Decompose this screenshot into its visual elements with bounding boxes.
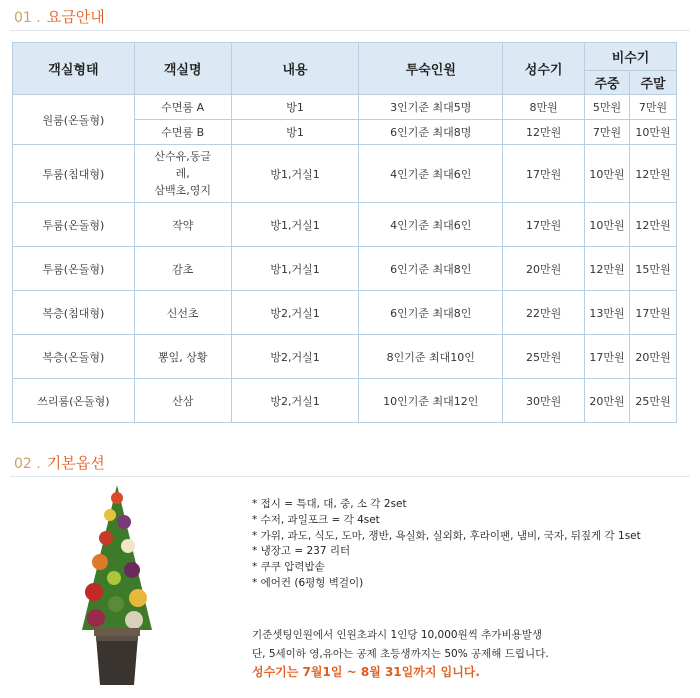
option-item: * 수저, 과일포크 = 각 4set — [252, 513, 380, 526]
cell-content: 방1,거실1 — [231, 145, 359, 203]
room-name-line: 산수유,동글 — [154, 150, 212, 163]
table-row — [13, 203, 677, 247]
cell-peak: 17만원 — [503, 203, 585, 247]
cell-peak: 30만원 — [503, 379, 585, 423]
cell-room-type: 투룸(온돌형) — [13, 247, 135, 291]
cell-guests: 8인기준 최대10인 — [359, 335, 503, 379]
cell-room-name: 감초 — [134, 247, 231, 291]
cell-weekend: 25만원 — [630, 379, 677, 423]
option-item: * 에어컨 (6평형 벽걸이) — [252, 576, 364, 589]
section-title-text: 요금안내 — [46, 8, 105, 26]
cell-room-name: 산삼 — [134, 379, 231, 423]
cell-room-name: 신선초 — [134, 291, 231, 335]
cell-room-type: 복층(온돌형) — [13, 335, 135, 379]
cell-content: 방1,거실1 — [231, 203, 359, 247]
cell-weekend: 15만원 — [630, 247, 677, 291]
cell-weekend: 12만원 — [630, 203, 677, 247]
option-item: * 냉장고 = 237 리터 — [252, 545, 351, 558]
note-line: 기준셋팅인원에서 인원초과시 1인당 10,000원씩 추가비용발생 — [252, 629, 543, 641]
table-row — [13, 95, 677, 120]
section-title-options — [14, 452, 105, 473]
header-weekday: 주중 — [585, 71, 630, 95]
cell-room-name — [134, 145, 231, 203]
cell-weekday: 20만원 — [585, 379, 630, 423]
cell-weekday: 7만원 — [585, 120, 630, 145]
cell-peak: 8만원 — [503, 95, 585, 120]
cell-weekend: 17만원 — [630, 291, 677, 335]
cell-guests: 3인기준 최대5명 — [359, 95, 503, 120]
cell-room-type: 원룸(온돌형) — [13, 95, 135, 145]
cell-room-name: 뽕잎, 상황 — [134, 335, 231, 379]
cell-content: 방1,거실1 — [231, 247, 359, 291]
cell-weekday: 10만원 — [585, 203, 630, 247]
cell-peak: 20만원 — [503, 247, 585, 291]
cell-guests: 4인기준 최대6인 — [359, 145, 503, 203]
option-item: * 가위, 과도, 식도, 도마, 쟁반, 욕실화, 실외화, 후라이팬, 냄비, 국자, 뒤짚게 각 1set — [252, 529, 641, 542]
rates-table — [12, 42, 677, 423]
cell-peak: 12만원 — [503, 120, 585, 145]
section-title-rates — [14, 6, 105, 27]
header-room-type: 객실형태 — [13, 43, 135, 95]
cell-weekend: 7만원 — [630, 95, 677, 120]
header-room-name: 객실명 — [134, 43, 231, 95]
option-item: * 접시 = 특대, 대, 중, 소 각 2set — [252, 498, 407, 510]
header-guests: 투숙인원 — [359, 43, 503, 95]
note-line: 단, 5세이하 영,유아는 공제 초등생까지는 50% 공제해 드립니다. — [252, 648, 549, 660]
cell-content: 방2,거실1 — [231, 335, 359, 379]
cell-room-type: 투룸(온돌형) — [13, 203, 135, 247]
header-weekend: 주말 — [630, 71, 677, 95]
cell-peak: 17만원 — [503, 145, 585, 203]
option-item: * 쿠쿠 압력밥솥 — [252, 561, 325, 574]
cell-weekend: 20만원 — [630, 335, 677, 379]
cell-weekday: 5만원 — [585, 95, 630, 120]
cell-weekday: 12만원 — [585, 247, 630, 291]
cell-content: 방1 — [231, 120, 359, 145]
peak-season-notice: 성수기는 7월1일 ~ 8월 31일까지 입니다. — [252, 665, 480, 679]
cell-guests: 6인기준 최대8명 — [359, 120, 503, 145]
cell-room-type: 쓰리룸(온돌형) — [13, 379, 135, 423]
cell-weekend: 12만원 — [630, 145, 677, 203]
cell-weekend: 10만원 — [630, 120, 677, 145]
cell-guests: 6인기준 최대8인 — [359, 247, 503, 291]
cell-weekday: 13만원 — [585, 291, 630, 335]
header-content: 내용 — [231, 43, 359, 95]
section-number: 02 . — [14, 456, 41, 472]
cell-weekday: 17만원 — [585, 335, 630, 379]
cell-peak: 25만원 — [503, 335, 585, 379]
divider — [10, 476, 690, 477]
room-name-line: 삼백초,영지 — [154, 184, 212, 197]
vegetable-tree-image — [72, 480, 162, 690]
cell-content: 방1 — [231, 95, 359, 120]
room-name-line: 레, — [175, 167, 190, 180]
notes — [252, 626, 549, 682]
cell-peak: 22만원 — [503, 291, 585, 335]
table-row — [13, 291, 677, 335]
cell-content: 방2,거실1 — [231, 379, 359, 423]
section-number: 01 . — [14, 10, 41, 26]
table-row — [13, 335, 677, 379]
header-offpeak: 비수기 — [585, 43, 677, 71]
options-list — [252, 497, 641, 592]
cell-content: 방2,거실1 — [231, 291, 359, 335]
cell-room-type: 투룸(침대형) — [13, 145, 135, 203]
cell-guests: 4인기준 최대6인 — [359, 203, 503, 247]
table-row — [13, 145, 677, 203]
cell-guests: 10인기준 최대12인 — [359, 379, 503, 423]
header-peak: 성수기 — [503, 43, 585, 95]
cell-room-name: 수면룸 A — [134, 95, 231, 120]
section-title-text: 기본옵션 — [46, 454, 105, 472]
table-row — [13, 247, 677, 291]
table-header-row — [13, 43, 677, 71]
cell-guests: 6인기준 최대8인 — [359, 291, 503, 335]
cell-room-name: 수면룸 B — [134, 120, 231, 145]
cell-weekday: 10만원 — [585, 145, 630, 203]
divider — [10, 30, 690, 31]
table-row — [13, 379, 677, 423]
cell-room-type: 복층(침대형) — [13, 291, 135, 335]
cell-room-name: 작약 — [134, 203, 231, 247]
